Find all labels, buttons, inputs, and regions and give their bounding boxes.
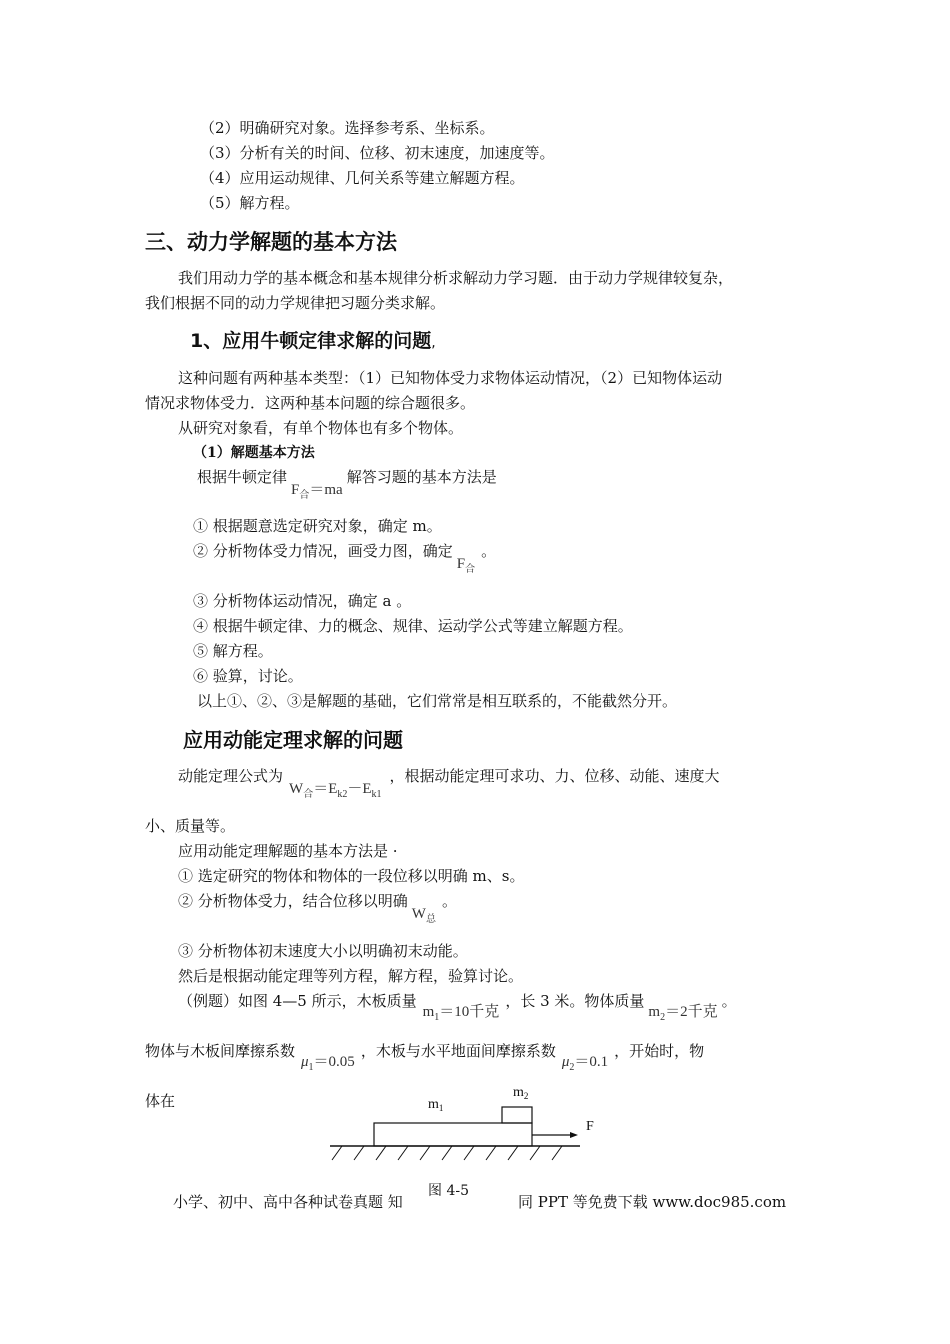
force-arrow-head xyxy=(570,1132,578,1138)
section-3-title: 三、动力学解题的基本方法 xyxy=(145,230,397,254)
step-4-line: （4）应用运动规律、几何关系等建立解题方程。 xyxy=(200,169,525,187)
energy-formula: $W_合=E_{k2}-E_{k1}$ xyxy=(289,781,382,800)
footer-left-text: 小学、初中、高中各种试卷真题 知 xyxy=(173,1193,403,1211)
sub1-para-2: 从研究对象看，有单个物体也有多个物体。 xyxy=(178,419,464,437)
board-block xyxy=(374,1123,532,1146)
ground-hatching xyxy=(332,1146,562,1160)
energy-step-2: ② 分析物体受力，结合位移以明确$W_总$。 xyxy=(178,892,457,925)
label-m1: $m_1$ xyxy=(428,1097,444,1113)
subsection-1-title: 1、应用牛顿定律求解的问题, xyxy=(190,330,436,352)
subsection-2-title: 应用动能定理求解的问题 xyxy=(183,728,403,752)
energy-theorem-line: 动能定理公式为$W_合=E_{k2}-E_{k1}$，根据动能定理可求功、力、位移、动能、速度大 xyxy=(178,767,720,800)
energy-theorem-line-2: 小、质量等。 xyxy=(145,817,236,835)
label-m2: $m_2$ xyxy=(513,1085,529,1101)
newton-step-1: ① 根据题意选定研究对象，确定 m。 xyxy=(193,517,442,535)
energy-step-1: ① 选定研究的物体和物体的一段位移以明确 m、s。 xyxy=(178,867,525,885)
step-5-line: （5）解方程。 xyxy=(200,194,300,212)
method-title: （1）解题基本方法 xyxy=(193,445,315,461)
footer-right-text: 同 PPT 等免费下载 www.doc985.com xyxy=(518,1193,787,1211)
newton-note: 以上①、②、③是解题的基础，它们常常是相互联系的，不能截然分开。 xyxy=(197,692,678,710)
example-line-2: 物体与木板间摩擦系数$\mu_1=0.05$，木板与水平地面间摩擦系数$\mu_2=0.1$，开始时，物 xyxy=(145,1042,705,1073)
energy-step-4: 然后是根据动能定理等列方程，解方程，验算讨论。 xyxy=(178,967,524,985)
energy-method-intro: 应用动能定理解题的基本方法是 · xyxy=(178,842,398,860)
section-3-intro-2: 我们根据不同的动力学规律把习题分类求解。 xyxy=(145,294,446,312)
step-2-line: （2）明确研究对象。选择参考系、坐标系。 xyxy=(200,119,495,137)
label-force-F: F xyxy=(586,1119,594,1134)
example-line-1: （例题）如图 4—5 所示，木板质量$m_1=10$千克，长 3 米。物体质量$m_2=2$千克。 xyxy=(178,992,737,1023)
small-block xyxy=(502,1107,532,1123)
sub1-para-1-line-1: 这种问题有两种基本类型：（1）已知物体受力求物体运动情况，（2）已知物体运动 xyxy=(178,369,723,387)
newton-step-3: ③ 分析物体运动情况，确定 a 。 xyxy=(193,592,412,610)
sub1-para-1-line-2: 情况求物体受力．这两种基本问题的综合题很多。 xyxy=(145,394,476,412)
figure-4-5-diagram xyxy=(320,1080,620,1170)
newton-step-6: ⑥ 验算，讨论。 xyxy=(193,667,303,685)
newton-step-5: ⑤ 解方程。 xyxy=(193,642,273,660)
newton-formula: $F_合=ma$ xyxy=(291,482,343,501)
example-line-3: 体在 xyxy=(145,1092,176,1110)
newton-step-2: ② 分析物体受力情况，画受力图，确定$F_合$。 xyxy=(193,542,497,575)
method-intro: 根据牛顿定律$F_合=ma$解答习题的基本方法是 xyxy=(197,468,497,501)
step-3-line: （3）分析有关的时间、位移、初末速度，加速度等。 xyxy=(200,144,555,162)
energy-step-3: ③ 分析物体初末速度大小以明确初末动能。 xyxy=(178,942,468,960)
figure-caption: 图 4-5 xyxy=(428,1183,469,1199)
section-3-intro-1: 我们用动力学的基本概念和基本规律分析求解动力学习题．由于动力学规律较复杂， xyxy=(178,269,734,287)
newton-step-4: ④ 根据牛顿定律、力的概念、规律、运动学公式等建立解题方程。 xyxy=(193,617,633,635)
